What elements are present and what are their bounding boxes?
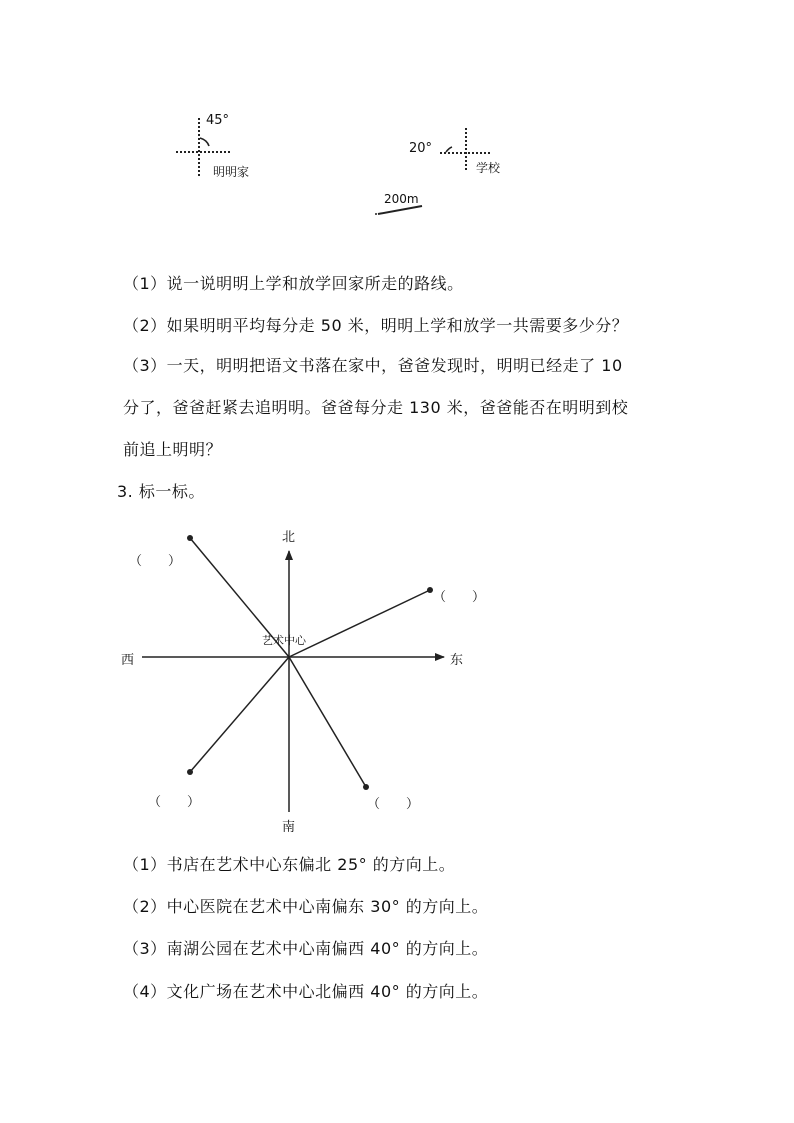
south-label: 南 <box>282 820 296 835</box>
section-3-title: 3. 标一标。 <box>117 482 205 501</box>
home-angle-label: 45° <box>206 113 230 128</box>
question-3-line-3: 前追上明明？ <box>123 440 223 459</box>
answer-blank-northwest[interactable]: （ ） <box>129 554 182 569</box>
east-label: 东 <box>450 653 464 668</box>
task-4: （4）文化广场在艺术中心北偏西 40° 的方向上。 <box>123 982 489 1001</box>
task-2: （2）中心医院在艺术中心南偏东 30° 的方向上。 <box>123 897 489 916</box>
question-1: （1）说一说明明上学和放学回家所走的路线。 <box>123 274 464 293</box>
question-3-line-2: 分了，爸爸赶紧去追明明。爸爸每分走 130 米，爸爸能否在明明到校 <box>123 398 629 417</box>
question-2: （2）如果明明平均每分走 50 米，明明上学和放学一共需要多少分？ <box>123 316 629 335</box>
scale-bar-dot <box>375 213 377 215</box>
task-1: （1）书店在艺术中心东偏北 25° 的方向上。 <box>123 855 456 874</box>
west-label: 西 <box>121 653 135 668</box>
answer-blank-southeast[interactable]: （ ） <box>367 797 420 812</box>
home-angle-arc <box>200 138 209 146</box>
center-label: 艺术中心 <box>262 634 306 647</box>
ray-northwest-point <box>187 535 193 541</box>
task-3: （3）南湖公园在艺术中心南偏西 40° 的方向上。 <box>123 939 489 958</box>
ray-southwest <box>190 657 289 772</box>
school-angle-arc <box>446 147 452 152</box>
school-angle-label: 20° <box>409 141 433 156</box>
ray-southeast-point <box>363 784 369 790</box>
answer-blank-northeast[interactable]: （ ） <box>433 590 486 605</box>
answer-blank-southwest[interactable]: （ ） <box>148 795 201 810</box>
ray-southwest-point <box>187 769 193 775</box>
home-label: 明明家 <box>213 165 250 179</box>
ray-northeast <box>289 590 430 657</box>
scale-label: 200m <box>384 192 419 206</box>
ray-southeast <box>289 657 366 787</box>
north-label: 北 <box>282 530 296 545</box>
school-label: 学校 <box>476 161 501 175</box>
scale-bar <box>378 206 422 214</box>
question-3-line-1: （3）一天，明明把语文书落在家中，爸爸发现时，明明已经走了 10 <box>123 356 623 375</box>
